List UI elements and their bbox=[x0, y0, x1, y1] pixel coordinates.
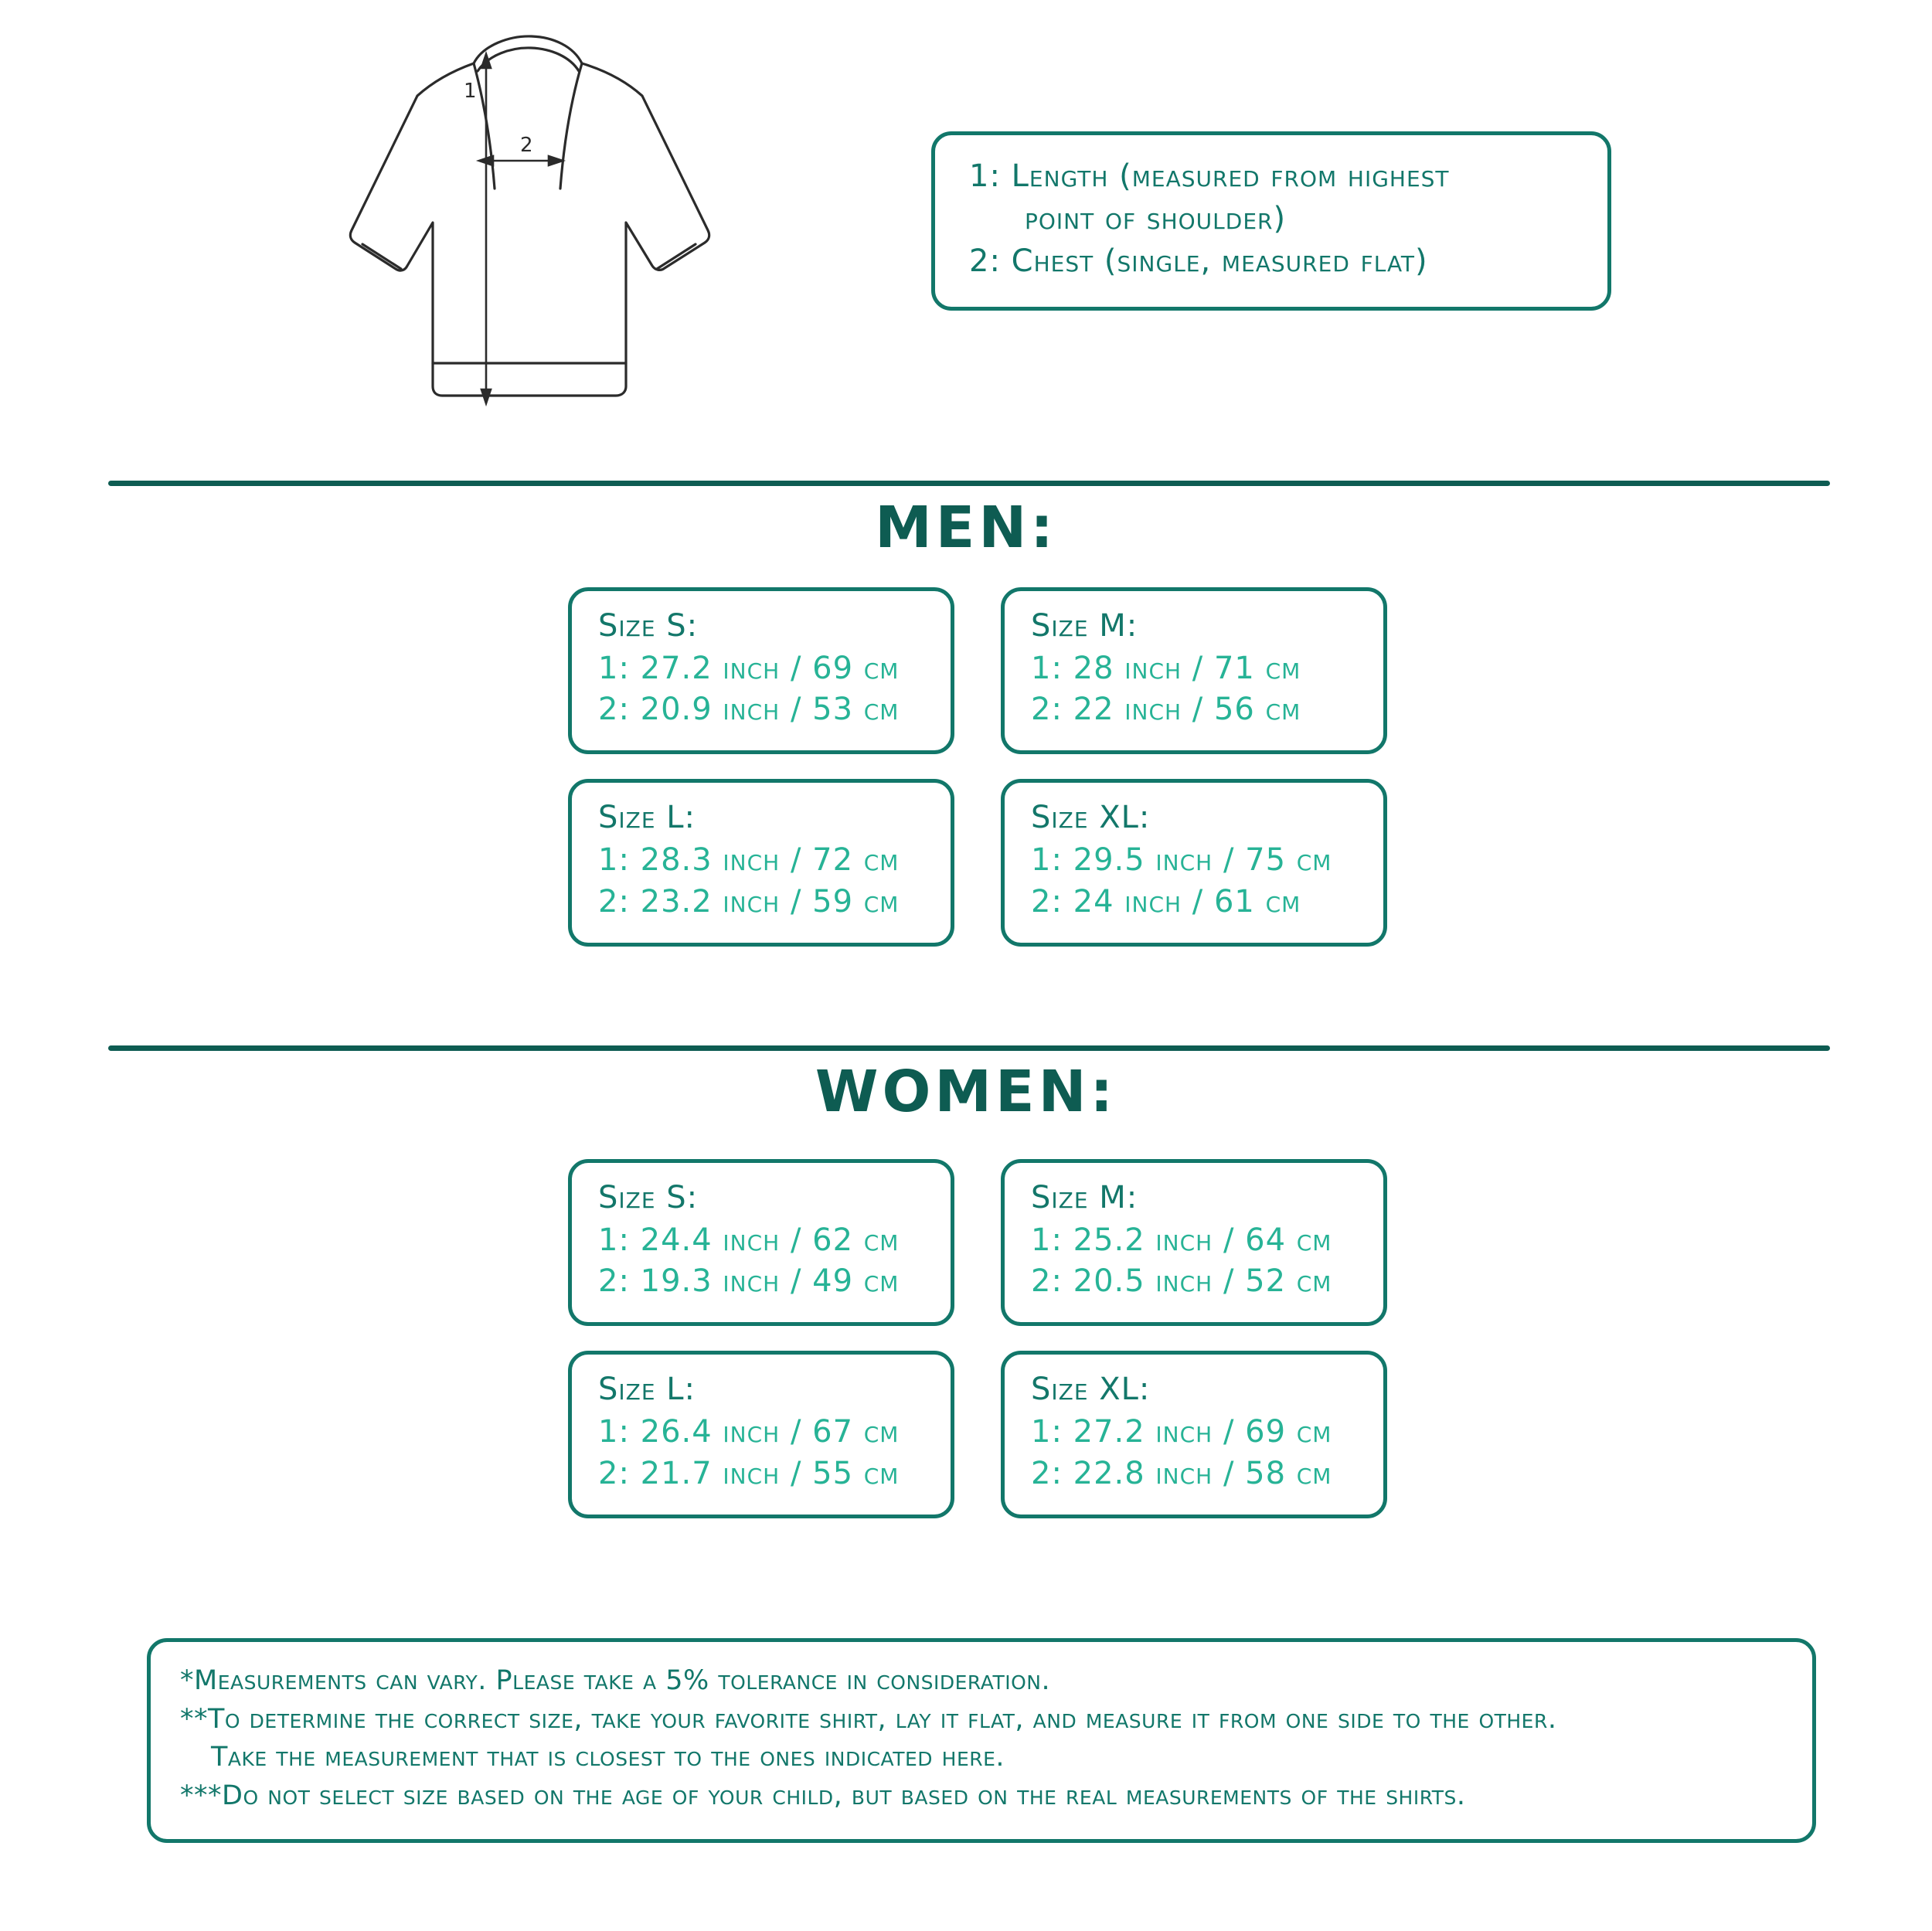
card-row bbox=[568, 1159, 1387, 1326]
size-card-chest: 2: 24 inch / 61 cm bbox=[1031, 883, 1301, 920]
size-card-length: 1: 24.4 inch / 62 cm bbox=[598, 1222, 900, 1258]
size-card-men-m bbox=[1001, 587, 1387, 754]
size-card-title: Size S: bbox=[598, 608, 699, 644]
size-card-women-m bbox=[1001, 1159, 1387, 1326]
sweatshirt-illustration bbox=[325, 23, 734, 440]
legend-chest-line: 2: Chest (single, measured flat) bbox=[969, 243, 1428, 280]
size-card-length: 1: 28.3 inch / 72 cm bbox=[598, 842, 900, 879]
size-cards-women bbox=[568, 1159, 1387, 1543]
diagram-area bbox=[0, 0, 1932, 464]
size-card-title: Size L: bbox=[598, 1372, 696, 1408]
size-card-length: 1: 29.5 inch / 75 cm bbox=[1031, 842, 1332, 879]
size-card-title: Size M: bbox=[1031, 608, 1138, 644]
section-title-women: WOMEN: bbox=[815, 1059, 1117, 1125]
divider-top bbox=[108, 481, 1830, 486]
size-card-title: Size XL: bbox=[1031, 800, 1151, 836]
size-card-chest: 2: 22.8 inch / 58 cm bbox=[1031, 1455, 1332, 1491]
size-card-length: 1: 28 inch / 71 cm bbox=[1031, 651, 1301, 686]
marker-1-label: 1 bbox=[464, 80, 477, 103]
legend-length-line1: 1: Length (measured from highest bbox=[969, 158, 1450, 194]
note-measure-instructions: **To determine the correct size, take your favorite shirt, lay it flat, and measure it from one side to the other. bbox=[180, 1703, 1557, 1735]
size-card-men-xl bbox=[1001, 779, 1387, 946]
size-card-chest: 2: 22 inch / 56 cm bbox=[1031, 692, 1301, 728]
size-card-chest: 2: 23.2 inch / 59 cm bbox=[598, 883, 900, 920]
size-card-chest: 2: 21.7 inch / 55 cm bbox=[598, 1455, 900, 1491]
size-card-title: Size L: bbox=[598, 800, 696, 836]
card-row bbox=[568, 587, 1387, 754]
size-card-men-l bbox=[568, 779, 954, 946]
size-card-length: 1: 27.2 inch / 69 cm bbox=[1031, 1414, 1332, 1450]
size-card-length: 1: 26.4 inch / 67 cm bbox=[598, 1414, 900, 1450]
section-title-men: MEN: bbox=[875, 495, 1057, 561]
size-card-chest: 2: 20.9 inch / 53 cm bbox=[598, 692, 900, 728]
card-row bbox=[568, 1351, 1387, 1518]
size-card-length: 1: 27.2 inch / 69 cm bbox=[598, 651, 900, 686]
size-card-chest: 2: 20.5 inch / 52 cm bbox=[1031, 1263, 1332, 1300]
size-card-title: Size S: bbox=[598, 1180, 699, 1215]
size-card-men-s bbox=[568, 587, 954, 754]
note-measure-instructions-cont: Take the measurement that is closest to the ones indicated here. bbox=[211, 1742, 1005, 1773]
size-card-title: Size M: bbox=[1031, 1180, 1138, 1215]
size-card-chest: 2: 19.3 inch / 49 cm bbox=[598, 1263, 900, 1300]
divider-middle bbox=[108, 1045, 1830, 1051]
marker-2-label: 2 bbox=[520, 134, 533, 157]
size-card-women-s bbox=[568, 1159, 954, 1326]
size-card-title: Size XL: bbox=[1031, 1372, 1151, 1408]
size-card-women-l bbox=[568, 1351, 954, 1518]
note-age-warning: ***Do not select size based on the age of your child, but based on the real measurements of the shirts. bbox=[180, 1780, 1466, 1812]
legend-length-line2: point of shoulder) bbox=[1025, 201, 1287, 237]
note-tolerance: *Measurements can vary. Please take a 5% tolerance in consideration. bbox=[180, 1665, 1051, 1696]
card-row bbox=[568, 779, 1387, 946]
size-card-women-xl bbox=[1001, 1351, 1387, 1518]
notes-box bbox=[147, 1638, 1816, 1843]
legend-box bbox=[931, 131, 1611, 311]
size-card-length: 1: 25.2 inch / 64 cm bbox=[1031, 1222, 1332, 1258]
size-cards-men bbox=[568, 587, 1387, 971]
